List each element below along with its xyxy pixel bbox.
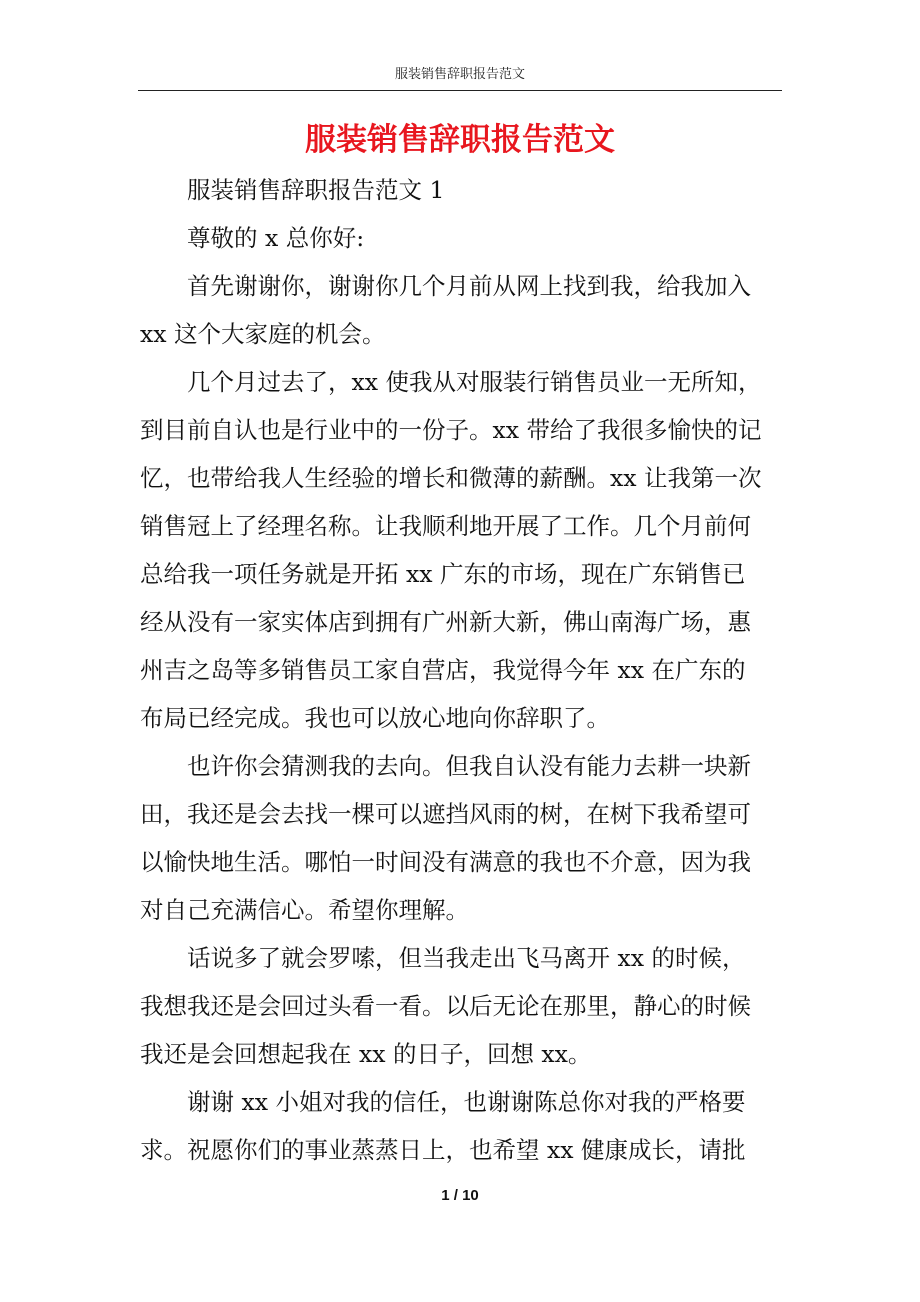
body-paragraph: 几个月过去了，xx 使我从对服装行销售员业一无所知， 到目前自认也是行业中的一份子。xx 带给了我很多愉快的记 忆，也带给我人生经验的增长和微薄的薪酬。xx 让我第一次 销售冠上了经理名称。让我顺利地开展了工作。几个月前何 总给我一项任务就是开拓 xx 广东的市场，现在广东销售已 经从没有一家实体店到拥有广州新大新，佛山南海广场，惠 州吉之岛等多销售员工家自营店，我觉得今年 xx 在广东的 布局已经完成。我也可以放心地向你辞职了。 [140,368,762,732]
body-paragraph: 也许你会猜测我的去向。但我自认没有能力去耕一块新 田，我还是会去找一棵可以遮挡风雨的树，在树下我希望可 以愉快地生活。哪怕一时间没有满意的我也不介意，因为我 对自己充满信心。希望你理解。 [140,752,751,924]
document-title: 服装销售辞职报告范文 [305,122,615,158]
header-divider [138,90,782,91]
body-paragraph: 谢谢 xx 小姐对我的信任，也谢谢陈总你对我的严格要 求。祝愿你们的事业蒸蒸日上，也希望 xx 健康成长，请批 [140,1088,746,1164]
body-paragraph: 话说多了就会罗嗦，但当我走出飞马离开 xx 的时候， 我想我还是会回过头看一看。以后无论在那里，静心的时候 我还是会回想起我在 xx 的日子，回想 xx。 [140,944,751,1068]
salutation-paragraph: 尊敬的 x 总你好: [187,224,365,252]
running-header: 服装销售辞职报告范文 [394,67,525,82]
document-body [140,166,782,1174]
subtitle-paragraph: 服装销售辞职报告范文 1 [187,176,445,204]
page-number: 1 / 10 [441,1187,479,1204]
body-paragraph: 首先谢谢你，谢谢你几个月前从网上找到我，给我加入 xx 这个大家庭的机会。 [140,272,751,348]
